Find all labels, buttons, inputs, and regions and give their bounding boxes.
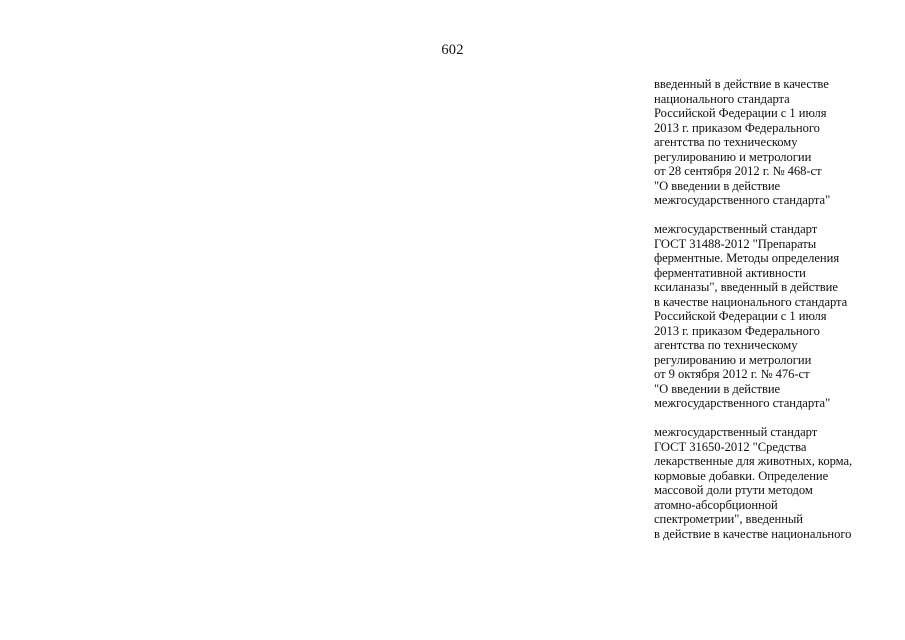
text-line: ГОСТ 31650-2012 "Средства (654, 439, 807, 454)
text-line: межгосударственного стандарта" (654, 396, 831, 410)
text-line: Российской Федерации с 1 июля (654, 309, 827, 323)
text-line: 2013 г. приказом Федерального (654, 323, 820, 338)
text-line: ГОСТ 31488-2012 "Препараты (654, 236, 817, 251)
text-line: агентства по техническому (654, 338, 798, 352)
text-line: 2013 г. приказом Федерального (654, 120, 820, 135)
text-line: кормовые добавки. Определение (654, 468, 829, 483)
text-line: лекарственные для животных, корма, (654, 454, 853, 468)
text-column (654, 77, 899, 556)
paragraph-3 (654, 425, 899, 541)
text-line: спектрометрии", введенный (654, 512, 803, 526)
text-line: национального стандарта (654, 91, 790, 106)
text-line: ферментные. Методы определения (654, 251, 840, 265)
page-number: 602 (441, 42, 464, 58)
text-line: межгосударственный стандарт (654, 222, 818, 236)
text-line: в действие в качестве национального (654, 526, 852, 541)
text-line: Российской Федерации с 1 июля (654, 106, 827, 120)
text-line: массовой доли ртути методом (654, 483, 813, 497)
text-line: агентства по техническому (654, 135, 798, 149)
paragraph-2 (654, 222, 899, 411)
text-line: "О введении в действие (654, 178, 781, 193)
text-line: от 28 сентября 2012 г. № 468-ст (654, 164, 822, 178)
text-line: "О введении в действие (654, 381, 781, 396)
text-line: от 9 октября 2012 г. № 476-ст (654, 367, 810, 381)
text-line: ферментативной активности (654, 265, 806, 280)
paragraph-1 (654, 77, 899, 208)
text-line: в качестве национального стандарта (654, 294, 848, 309)
text-line: регулированию и метрологии (654, 149, 812, 164)
text-line: межгосударственного стандарта" (654, 193, 831, 207)
text-line: атомно-абсорбционной (654, 497, 778, 512)
text-line: ксиланазы", введенный в действие (654, 280, 838, 294)
text-line: введенный в действие в качестве (654, 77, 829, 91)
text-line: межгосударственный стандарт (654, 425, 818, 439)
text-line: регулированию и метрологии (654, 352, 812, 367)
